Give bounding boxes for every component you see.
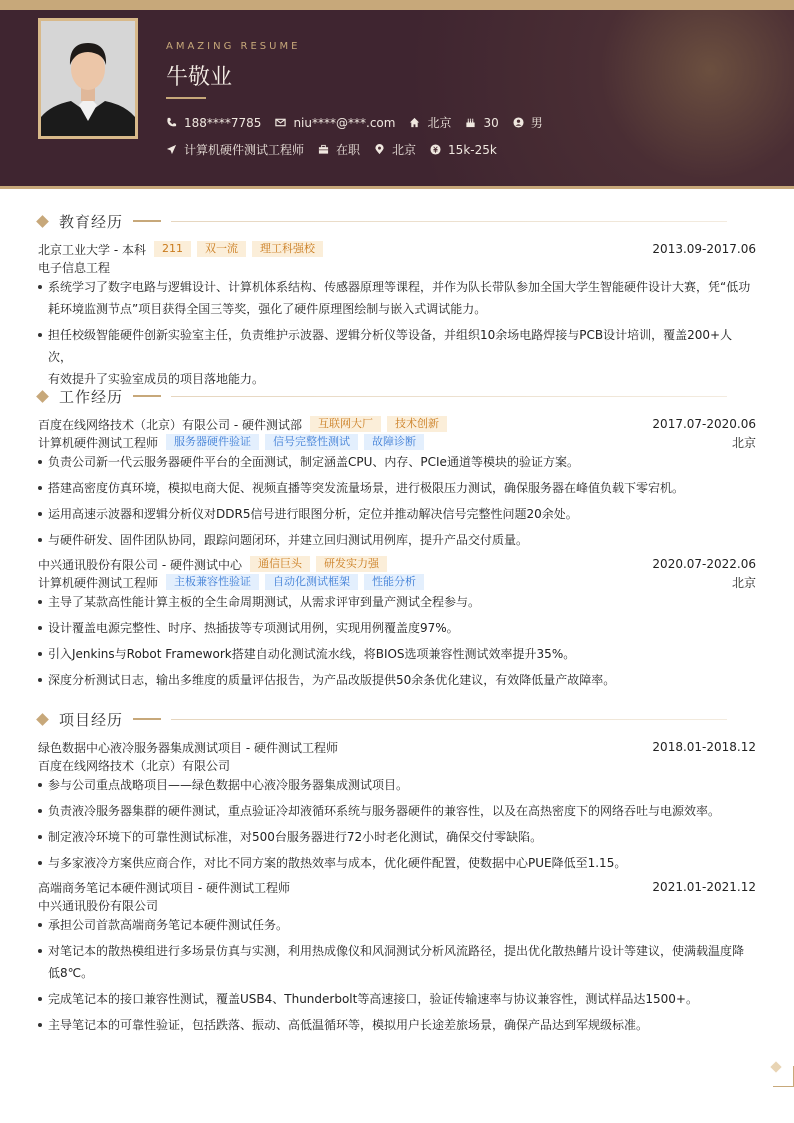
project-title: 绿色数据中心液冷服务器集成测试项目 - 硬件测试工程师 [38, 740, 338, 755]
school-line: 北京工业大学 - 本科 [38, 242, 146, 257]
salary-text: 15k-25k [448, 142, 497, 157]
bullet-text: 低8℃。 [48, 966, 94, 980]
work-date: 2017.07-2020.06 [652, 417, 756, 431]
phone-icon [166, 117, 177, 128]
section-label: 工作经历 [59, 387, 124, 406]
project-bullet [38, 774, 756, 796]
work-bullet [38, 669, 756, 691]
education-date: 2013.09-2017.06 [652, 242, 756, 256]
project-bullet [38, 940, 756, 984]
project-title-row [38, 738, 756, 756]
bullet-text: 制定液冷环境下的可靠性测试标准，对500台服务器进行72小时老化测试，确保交付零缺陷。 [48, 830, 543, 844]
diamond-icon [36, 390, 49, 403]
skill-tag: 性能分析 [364, 574, 424, 590]
project-company-row [38, 756, 756, 774]
gender-text: 男 [530, 116, 543, 130]
skill-tag: 主板兼容性验证 [166, 574, 259, 590]
project-bullet [38, 988, 756, 1010]
work-location: 北京 [731, 575, 756, 590]
contact-row [166, 114, 557, 131]
bullet-text: 完成笔记本的接口兼容性测试，覆盖USB4、Thunderbolt等高速接口，验证传输速率与协议兼容性，测试样品达1500+。 [48, 992, 698, 1006]
money-icon [430, 144, 441, 155]
work-bullet [38, 617, 756, 639]
name-underline [166, 97, 206, 99]
section-dash [133, 220, 161, 222]
education-header-row [38, 240, 756, 258]
bullet-text: 耗环境监测节点”项目获得全国三等奖，强化了硬件原理图绘制与嵌入式调试能力。 [48, 302, 487, 316]
project-bullet [38, 852, 756, 874]
job-intent-row [166, 141, 511, 158]
job-title: 计算机硬件测试工程师 [38, 435, 159, 450]
work-date: 2020.07-2022.06 [652, 557, 756, 571]
education-tag: 211 [154, 241, 191, 257]
section-rule [171, 396, 727, 397]
work-bullet [38, 451, 756, 473]
cake-icon [465, 117, 476, 128]
bullet-text: 负责液冷服务器集群的硬件测试，重点验证冷却液循环系统与服务器硬件的兼容性，以及在高热密度下的网络吞吐与电源效率。 [48, 804, 721, 818]
skill-tag: 服务器硬件验证 [166, 434, 259, 450]
work-bullet [38, 503, 756, 525]
city-item [409, 114, 451, 131]
resume-header [0, 10, 794, 189]
project-bullet [38, 826, 756, 848]
company-line: 中兴通讯股份有限公司 - 硬件测试中心 [38, 557, 242, 572]
status-text: 在职 [336, 143, 361, 157]
work-bullet [38, 643, 756, 665]
bullet-text: 运用高速示波器和逻辑分析仪对DDR5信号进行眼图分析，定位并推动解决信号完整性问题20余处。 [48, 507, 578, 521]
salary-item [430, 143, 497, 157]
email-text: niu****@***.com [293, 115, 396, 130]
project-bullet [38, 914, 756, 936]
work-title-row [38, 433, 756, 451]
section-rule [171, 719, 727, 720]
mail-icon [275, 117, 286, 128]
company-tag: 技术创新 [387, 416, 447, 432]
work-title-row [38, 573, 756, 591]
diamond-icon [36, 215, 49, 228]
project-bullet [38, 1014, 756, 1036]
company-tag: 互联网大厂 [310, 416, 381, 432]
work-bullet [38, 591, 756, 613]
project-company: 中兴通讯股份有限公司 [38, 898, 159, 913]
work-bullet [38, 477, 756, 499]
skill-tag: 自动化测试框架 [265, 574, 358, 590]
bullet-text: 有效提升了实验室成员的项目落地能力。 [48, 372, 265, 386]
project-bullet [38, 800, 756, 822]
gender-item [513, 114, 543, 131]
section-rule [171, 221, 727, 222]
education-bullet [38, 276, 756, 320]
target-city-text: 北京 [392, 143, 417, 157]
bullet-text: 负责公司新一代云服务器硬件平台的全面测试，制定涵盖CPU、内存、PCIe通道等模块的验证方案。 [48, 455, 579, 469]
bullet-text: 与硬件研发、固件团队协同，跟踪问题闭环，并建立回归测试用例库，提升产品交付质量。 [48, 533, 529, 547]
project-title-row [38, 878, 756, 896]
major: 电子信息工程 [38, 260, 111, 275]
user-icon [513, 117, 524, 128]
company-tag: 研发实力强 [316, 556, 387, 572]
status-item [318, 141, 360, 158]
target-job-text: 计算机硬件测试工程师 [184, 143, 305, 157]
project-title: 高端商务笔记本硬件测试项目 - 硬件测试工程师 [38, 880, 290, 895]
bullet-text: 设计覆盖电源完整性、时序、热插拔等专项测试用例，实现用例覆盖度97%。 [48, 621, 459, 635]
section-label: 项目经历 [59, 710, 124, 729]
location-pin-icon [374, 144, 385, 155]
profile-photo [38, 18, 138, 139]
target-city-item [374, 141, 416, 158]
bullet-text: 搭建高密度仿真环境，模拟电商大促、视频直播等突发流量场景，进行极限压力测试，确保服务器在峰值负载下零宕机。 [48, 481, 685, 495]
work-company-row [38, 415, 756, 433]
company-line: 百度在线网络技术（北京）有限公司 - 硬件测试部 [38, 417, 302, 432]
skill-tag: 故障诊断 [364, 434, 424, 450]
education-major-row [38, 258, 756, 276]
project-company-row [38, 896, 756, 914]
bullet-text: 与多家液冷方案供应商合作，对比不同方案的散热效率与成本，优化硬件配置，使数据中心PUE降低至1.15。 [48, 856, 627, 870]
briefcase-icon [318, 144, 329, 155]
job-title: 计算机硬件测试工程师 [38, 575, 159, 590]
corner-bracket [773, 1066, 794, 1087]
section-projects-title [36, 710, 727, 728]
target-job-item [166, 141, 304, 158]
section-label: 教育经历 [59, 212, 124, 231]
education-tag: 理工科强校 [252, 241, 323, 257]
resume-tagline: AMAZING RESUME [166, 41, 301, 52]
bullet-text: 承担公司首款高端商务笔记本硬件测试任务。 [48, 918, 289, 932]
candidate-name: 牛敬业 [166, 65, 233, 90]
bullet-text: 参与公司重点战略项目——绿色数据中心液冷服务器集成测试项目。 [48, 778, 409, 792]
bullet-text: 主导笔记本的可靠性验证，包括跌落、振动、高低温循环等，模拟用户长途差旅场景，确保产品达到军规级标准。 [48, 1018, 649, 1032]
city-text: 北京 [427, 116, 452, 130]
diamond-icon [36, 713, 49, 726]
education-tag: 双一流 [197, 241, 246, 257]
work-company-row [38, 555, 756, 573]
age-text: 30 [483, 115, 499, 130]
section-dash [133, 718, 161, 720]
phone-item [166, 116, 261, 130]
project-date: 2018.01-2018.12 [652, 740, 756, 754]
email-item [275, 116, 395, 130]
bullet-text: 引入Jenkins与Robot Framework搭建自动化测试流水线，将BIOS选项兼容性测试效率提升35%。 [48, 647, 576, 661]
work-location: 北京 [731, 435, 756, 450]
send-icon [166, 144, 177, 155]
bullet-text: 深度分析测试日志，输出多维度的质量评估报告，为产品改版提供50余条优化建议，有效降低量产故障率。 [48, 673, 616, 687]
work-bullet [38, 529, 756, 551]
home-icon [409, 117, 420, 128]
project-company: 百度在线网络技术（北京）有限公司 [38, 758, 231, 773]
project-date: 2021.01-2021.12 [652, 880, 756, 894]
skill-tag: 信号完整性测试 [265, 434, 358, 450]
age-item [465, 116, 498, 130]
bullet-text: 担任校级智能硬件创新实验室主任，负责维护示波器、逻辑分析仪等设备，并组织10余场电路焊接与PCB设计培训，覆盖200+人次， [48, 328, 733, 364]
bullet-text: 主导了某款高性能计算主板的全生命周期测试，从需求评审到量产测试全程参与。 [48, 595, 481, 609]
education-bullet [38, 324, 756, 390]
section-education-title [36, 212, 727, 230]
bullet-text: 对笔记本的散热模组进行多场景仿真与实测，利用热成像仪和风洞测试分析风流路径，提出优化散热鳍片设计等建议，使满载温度降 [48, 944, 745, 958]
bullet-text: 系统学习了数字电路与逻辑设计、计算机体系结构、传感器原理等课程，并作为队长带队参加全国大学生智能硬件设计大赛，凭“低功 [48, 280, 751, 294]
company-tag: 通信巨头 [250, 556, 310, 572]
section-dash [133, 395, 161, 397]
phone-text: 188****7785 [184, 115, 262, 130]
top-accent-bar [0, 0, 794, 10]
section-work-title [36, 387, 727, 405]
